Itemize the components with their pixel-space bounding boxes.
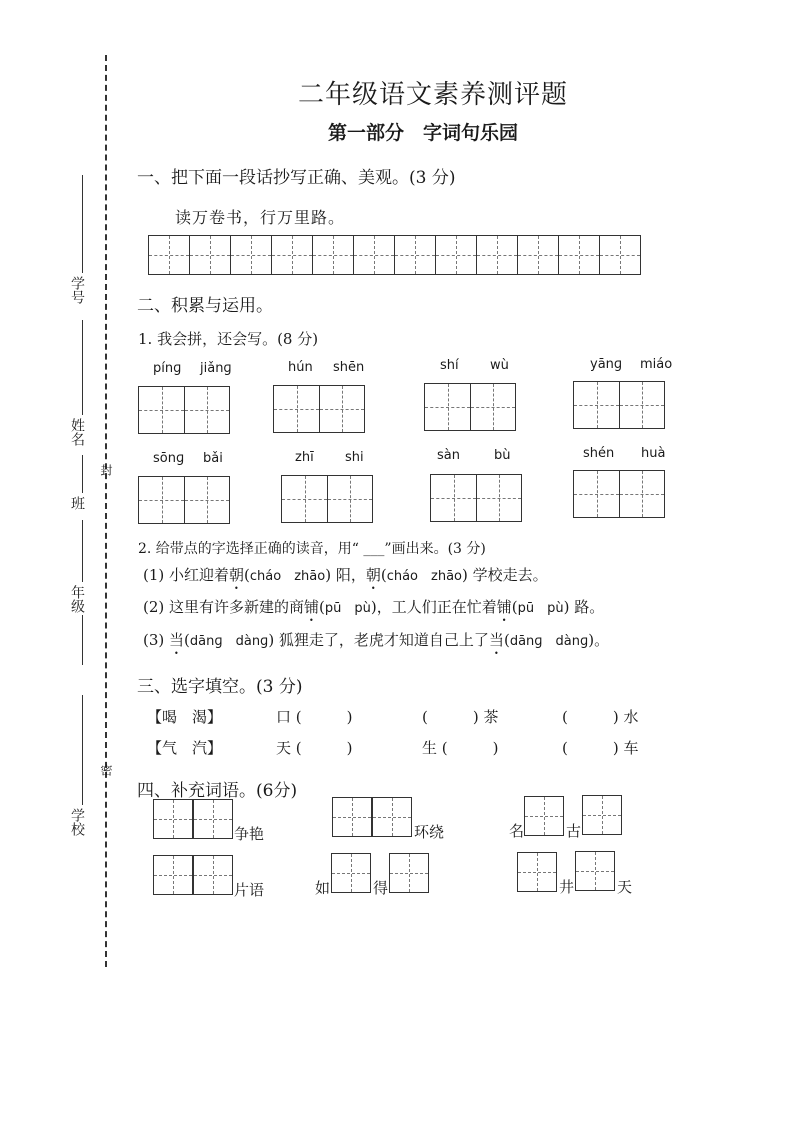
word-suffix-4: 片语: [234, 881, 265, 899]
q2-sentence-1: (1) 小红迎着朝(cháo zhāo) 阳，朝(cháo zhāo) 学校走去。: [143, 566, 548, 584]
dotted-char: 当: [169, 631, 185, 649]
pinyin-syllable: bù: [494, 448, 511, 463]
mi-mark: 密: [99, 764, 113, 776]
nianji-blank: [82, 520, 83, 582]
reading-options[interactable]: dānɡ dànɡ: [189, 634, 269, 649]
answer-box[interactable]: [273, 385, 365, 433]
answer-cell[interactable]: [184, 477, 229, 523]
word-box[interactable]: [332, 797, 372, 837]
page-subtitle: 第一部分 字词句乐园: [328, 122, 519, 144]
word-box[interactable]: [193, 855, 233, 895]
xuehao-blank: [82, 175, 83, 273]
word-suffix-1: 争艳: [234, 825, 265, 843]
nianji-blank-2: [82, 615, 83, 665]
xingming-blank: [82, 320, 83, 415]
q2-sentence-3: (3) 当(dānɡ dànɡ) 狐狸走了，老虎才知道自己上了当(dānɡ dànɡ)。: [143, 631, 610, 649]
xingming-label: 姓名: [69, 418, 85, 446]
answer-cell[interactable]: [327, 476, 372, 522]
copy-grid-cell[interactable]: [148, 235, 190, 275]
page-title: 二年级语文素养测评题: [298, 80, 569, 110]
pinyin-syllable: pínɡ: [153, 361, 182, 376]
word-box[interactable]: [575, 851, 615, 891]
dotted-char: 当: [488, 631, 504, 649]
word-box[interactable]: [153, 799, 193, 839]
answer-box[interactable]: [281, 475, 373, 523]
ban-blank: [82, 455, 83, 493]
word-box[interactable]: [331, 853, 371, 893]
pinyin-syllable: shén: [583, 446, 615, 461]
pinyin-syllable: hún: [288, 360, 313, 375]
answer-box[interactable]: [573, 381, 665, 429]
copy-grid-cell[interactable]: [394, 235, 436, 275]
word-char-ru: 如: [315, 879, 331, 897]
answer-cell[interactable]: [619, 471, 664, 517]
pinyin-syllable: huà: [641, 446, 666, 461]
pinyin-syllable: jiǎnɡ: [200, 361, 232, 376]
answer-cell[interactable]: [139, 387, 184, 433]
fill-blank[interactable]: 生 ( ): [422, 739, 499, 757]
pinyin-syllable: miáo: [640, 357, 673, 372]
word-suffix-2: 环绕: [414, 823, 445, 841]
word-char-tian: 天: [617, 878, 633, 896]
word-box[interactable]: [524, 796, 564, 836]
word-char-de: 得: [373, 879, 389, 897]
word-box[interactable]: [582, 795, 622, 835]
nianji-label: 年级: [69, 585, 85, 613]
q1-label: 1. 我会拼，还会写。(8 分): [138, 330, 319, 348]
ban-label: 班: [69, 496, 85, 510]
dotted-char: 朝: [229, 566, 245, 584]
choice-options-2: 【气 汽】: [147, 739, 223, 757]
pinyin-syllable: shí: [440, 358, 459, 373]
section-4-heading: 四、补充词语。(6分): [137, 781, 298, 801]
word-box[interactable]: [193, 799, 233, 839]
copy-grid-cell[interactable]: [558, 235, 600, 275]
pinyin-syllable: wù: [490, 358, 509, 373]
dotted-char: 朝: [365, 566, 381, 584]
answer-box[interactable]: [573, 470, 665, 518]
answer-cell[interactable]: [274, 386, 319, 432]
answer-box[interactable]: [138, 476, 230, 524]
fill-blank[interactable]: ( ) 茶: [422, 708, 499, 726]
copy-grid-cell[interactable]: [353, 235, 395, 275]
xuehao-label: 学号: [69, 276, 85, 304]
copy-grid-cell[interactable]: [435, 235, 477, 275]
answer-cell[interactable]: [470, 384, 515, 430]
copy-grid-cell[interactable]: [517, 235, 559, 275]
pinyin-syllable: shēn: [333, 360, 365, 375]
pinyin-syllable: sàn: [437, 448, 460, 463]
fill-blank[interactable]: ( ) 车: [562, 739, 639, 757]
dotted-char: 铺: [304, 598, 320, 616]
reading-options[interactable]: pū pù: [324, 601, 371, 616]
answer-cell[interactable]: [139, 477, 184, 523]
section-2-heading: 二、积累与运用。: [137, 296, 273, 316]
answer-cell[interactable]: [282, 476, 327, 522]
q2-sentence-2: (2) 这里有许多新建的商铺(pū pù)，工人们正在忙着铺(pū pù) 路。: [143, 598, 605, 616]
reading-options[interactable]: cháo zhāo: [386, 569, 462, 584]
pinyin-syllable: shi: [345, 450, 364, 465]
xuexiao-blank: [82, 695, 83, 805]
answer-cell[interactable]: [431, 475, 476, 521]
reading-options[interactable]: cháo zhāo: [249, 569, 326, 584]
copy-grid-cell[interactable]: [312, 235, 354, 275]
pinyin-syllable: bǎi: [203, 451, 223, 466]
fill-blank[interactable]: 口 ( ): [276, 708, 353, 726]
pinyin-syllable: zhī: [295, 450, 314, 465]
answer-box[interactable]: [424, 383, 516, 431]
feng-mark: 封: [99, 464, 113, 476]
answer-cell[interactable]: [574, 382, 619, 428]
answer-cell[interactable]: [425, 384, 470, 430]
copy-grid-cell[interactable]: [599, 235, 641, 275]
fill-blank[interactable]: 天 ( ): [276, 739, 353, 757]
answer-cell[interactable]: [184, 387, 229, 433]
fill-blank[interactable]: ( ) 水: [562, 708, 639, 726]
word-box[interactable]: [517, 852, 557, 892]
word-box[interactable]: [372, 797, 412, 837]
copy-grid-cell[interactable]: [189, 235, 231, 275]
answer-box[interactable]: [430, 474, 522, 522]
word-box[interactable]: [153, 855, 193, 895]
copy-grid-cell[interactable]: [230, 235, 272, 275]
word-char-ming: 名: [509, 822, 525, 840]
binding-dashed-line: [105, 55, 107, 967]
reading-options[interactable]: dānɡ dànɡ: [509, 634, 589, 649]
pinyin-syllable: yānɡ: [590, 357, 623, 372]
section-1-heading: 一、把下面一段话抄写正确、美观。(3 分): [137, 168, 456, 188]
answer-cell[interactable]: [574, 471, 619, 517]
answer-cell[interactable]: [619, 382, 664, 428]
word-char-jing: 井: [559, 878, 575, 896]
word-box[interactable]: [389, 853, 429, 893]
copy-grid-cell[interactable]: [271, 235, 313, 275]
word-char-gu: 古: [566, 822, 582, 840]
q2-label: 2. 给带点的字选择正确的读音，用“ ___”画出来。(3 分): [138, 541, 486, 557]
choice-options-1: 【喝 渴】: [147, 708, 223, 726]
xuexiao-label: 学校: [69, 808, 85, 836]
pinyin-syllable: sōnɡ: [153, 451, 185, 466]
answer-box[interactable]: [138, 386, 230, 434]
copy-text: 读万卷书，行万里路。: [175, 208, 346, 227]
reading-options[interactable]: pū pù: [517, 601, 564, 616]
answer-cell[interactable]: [476, 475, 521, 521]
section-3-heading: 三、选字填空。(3 分): [137, 677, 303, 697]
dotted-char: 铺: [496, 598, 512, 616]
copy-grid-cell[interactable]: [476, 235, 518, 275]
answer-cell[interactable]: [319, 386, 364, 432]
